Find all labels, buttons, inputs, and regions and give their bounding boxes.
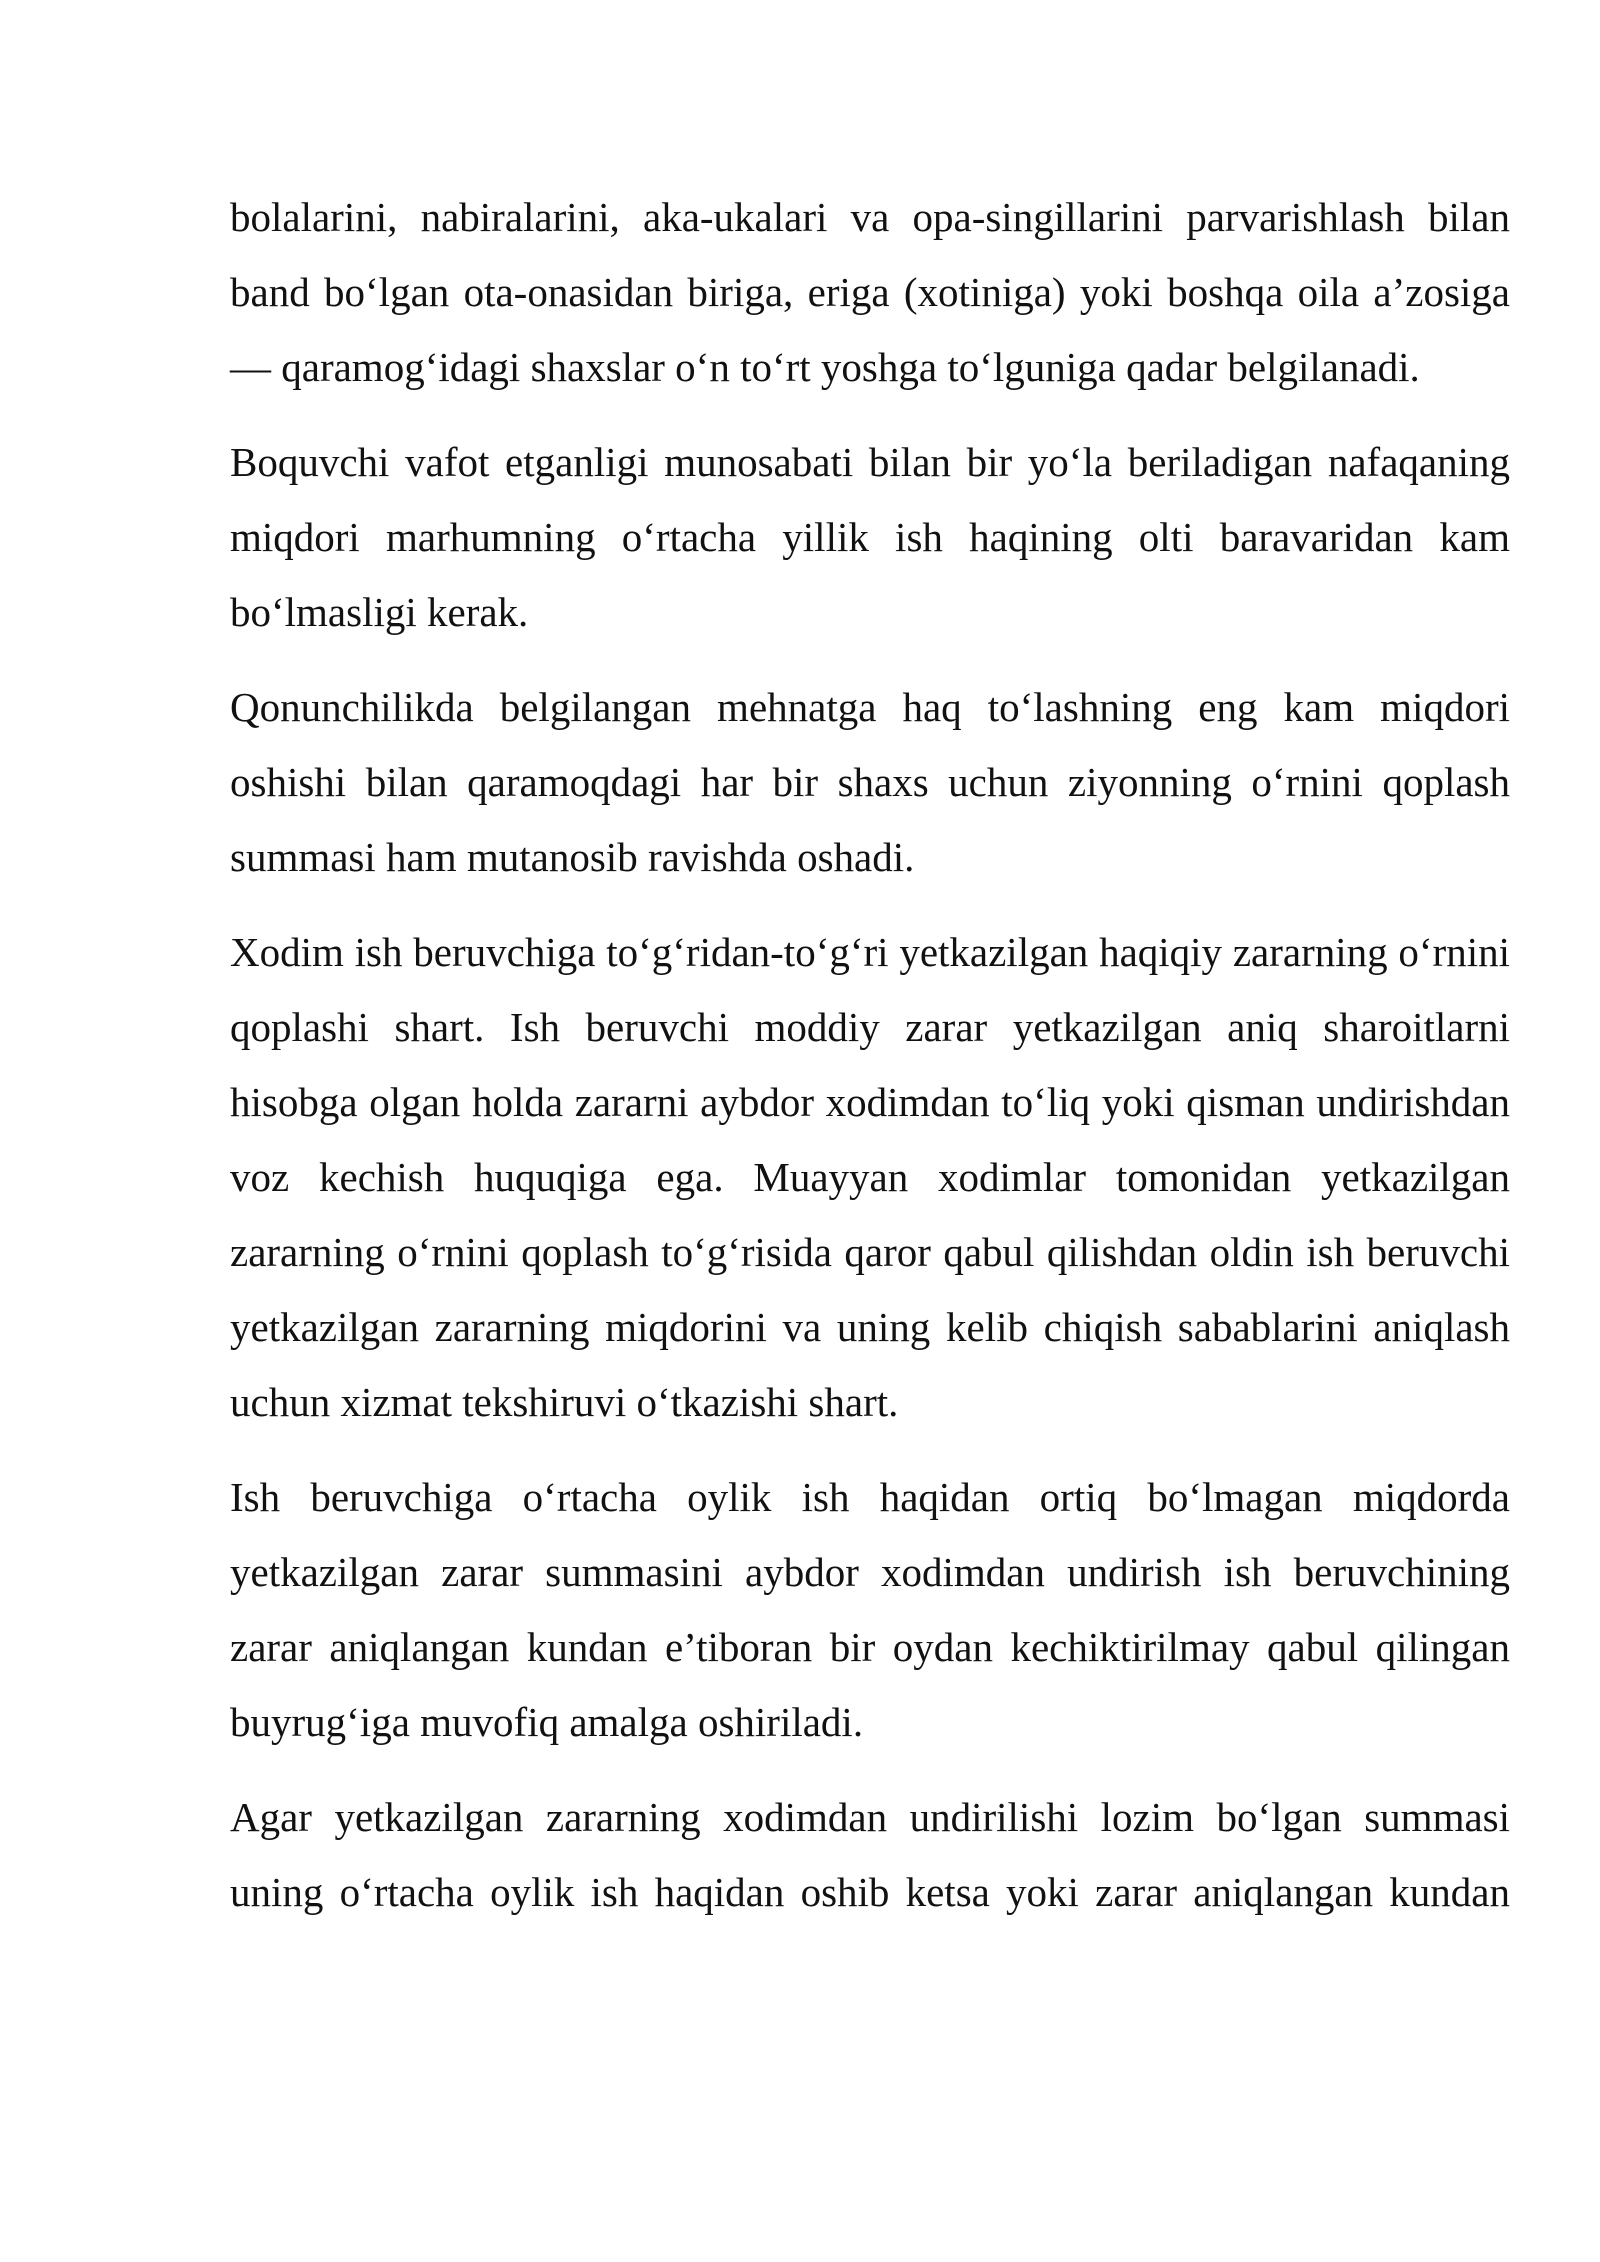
paragraph-4: Xodim ish beruvchiga to‘g‘ridan-to‘g‘ri yetkazilgan haqiqiy zararning o‘rnini qoplashi shart. Ish beruvchi moddiy zarar yetkazilgan aniq sharoitlarni hisobga olgan holda zararni aybdor xodimdan to‘liq yoki qisman undirishdan voz kechish huquqiga ega. Muayyan xodimlar tomonidan yetkazilgan zararning o‘rnini qoplash to‘g‘risida qaror qabul qilishdan oldin ish beruvchi yetkazilgan zararning miqdorini va uning kelib chiqish sabablarini aniqlash uchun xizmat tekshiruvi o‘tkazishi shart. <box>230 929 1510 1425</box>
paragraph-2: Boquvchi vafot etganligi munosabati bilan bir yo‘la beriladigan nafaqaning miqdori marhumning o‘rtacha yillik ish haqining olti baravaridan kam bo‘lmasligi kerak. <box>230 439 1510 635</box>
paragraph-1: bolalarini, nabiralarini, aka-ukalari va opa-singillarini parvarishlash bilan band bo‘lgan ota-onasidan biriga, eriga (xotiniga) yoki boshqa oila a’zosiga — qaramog‘idagi shaxslar o‘n to‘rt yoshga to‘lguniga qadar belgilanadi. <box>230 194 1510 390</box>
paragraph-6: Agar yetkazilgan zararning xodimdan undirilishi lozim bo‘lgan summasi uning o‘rtacha oylik ish haqidan oshib ketsa yoki zarar aniqlangan kundan <box>230 1794 1510 1915</box>
document-body <box>230 180 1510 1930</box>
paragraph-5: Ish beruvchiga o‘rtacha oylik ish haqidan ortiq bo‘lmagan miqdorda yetkazilgan zarar summasini aybdor xodimdan undirish ish beruvchining zarar aniqlangan kundan e’tiboran bir oydan kechiktirilmay qabul qilingan buyrug‘iga muvofiq amalga oshiriladi. <box>230 1474 1510 1745</box>
paragraph-3: Qonunchilikda belgilangan mehnatga haq to‘lashning eng kam miqdori oshishi bilan qaramoqdagi har bir shaxs uchun ziyonning o‘rnini qoplash summasi ham mutanosib ravishda oshadi. <box>230 684 1510 880</box>
